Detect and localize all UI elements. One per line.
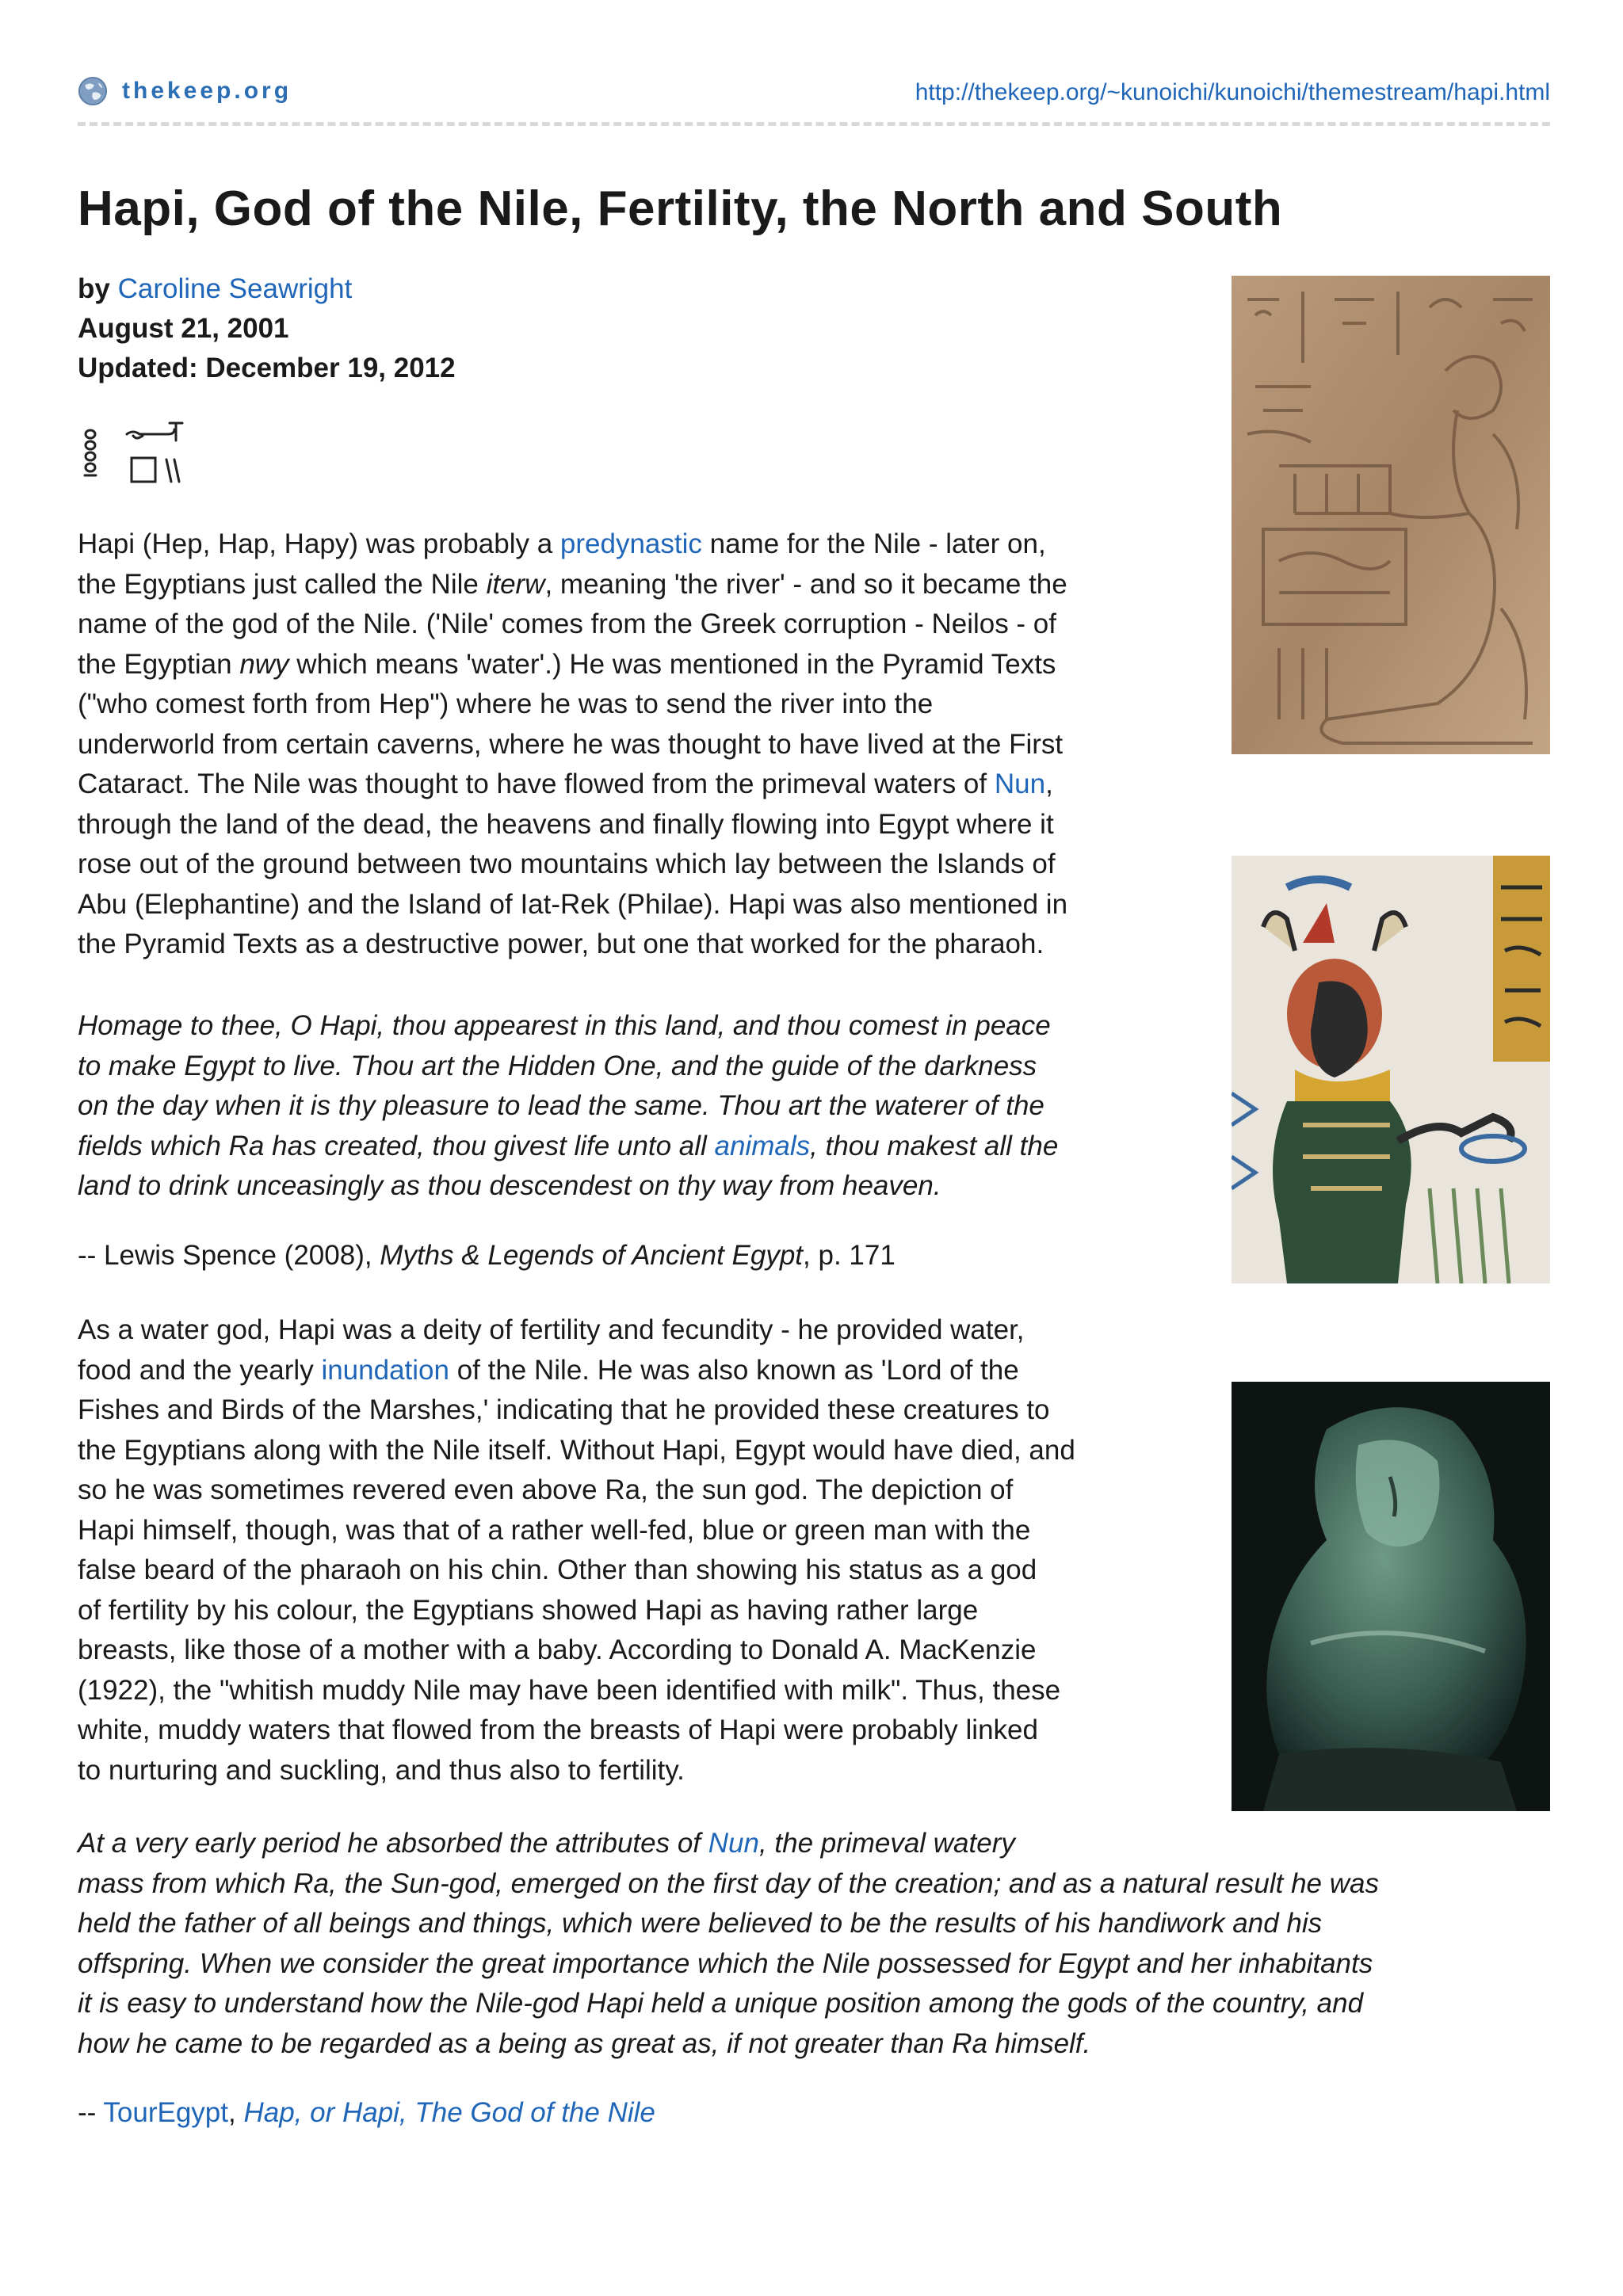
tomb-painting-image [1232, 856, 1550, 1283]
spence-citation: -- Lewis Spence (2008), Myths & Legends of Ancient Egypt, p. 171 [78, 1240, 896, 1271]
globe-icon [78, 76, 108, 106]
publish-date: August 21, 2001 [78, 313, 289, 344]
animals-link[interactable]: animals [714, 1130, 811, 1161]
touregypt-link[interactable]: TourEgypt [103, 2097, 228, 2128]
page-title: Hapi, God of the Nile, Fertility, the North and South [78, 181, 1283, 236]
page-url-link[interactable]: http://thekeep.org/~kunoichi/kunoichi/themestream/hapi.html [915, 79, 1550, 105]
green-statue-image [1232, 1382, 1550, 1811]
byline [78, 269, 456, 309]
water-god-paragraph: As a water god, Hapi was a deity of fertility and fecundity - he provided water, food and the yearly inundation of the Nile. He was also known as 'Lord of the Fishes and Birds of the Marshes,' indicating that he provided these creatures to the Egyptians along with the Nile itself. Without Hapi, Egypt would have died, and so he was sometimes revered even above Ra, the sun god. The depiction of Hapi himself, though, was that of a rather well-fed, blue or green man with the false beard of the pharaoh on his chin. Other than showing his status as a god of fertility by his colour, the Egyptians showed Hapi as having rather large breasts, like those of a mother with a baby. According to Donald A. MacKenzie (1922), the "whitish muddy Nile may have been identified with milk". Thus, these white, muddy waters that flowed from the breasts of Hapi were probably linked to nurturing and suckling, and thus also to fertility. [78, 1314, 1075, 1786]
top-bar [78, 76, 1550, 111]
site-brand[interactable] [78, 76, 292, 106]
hieroglyph-name-image [81, 418, 208, 490]
spence-quote: Homage to thee, O Hapi, thou appearest in this land, and thou comest in peace to make Egypt to live. Thou art the Hidden One, and the guide of the darkness on the day when it is thy pleasure to lead the same. Thou art the waterer of the fields which Ra has created, thou givest life unto all animals, thou makest all the land to drink unceasingly as thou descendest on thy way from heaven. [78, 1010, 1059, 1201]
by-label: by [78, 273, 110, 304]
nun-link-2[interactable]: Nun [708, 1828, 759, 1859]
touregypt-citation: -- TourEgypt, Hap, or Hapi, The God of the Nile [78, 2097, 655, 2128]
intro-paragraph: Hapi (Hep, Hap, Hapy) was probably a predynastic name for the Nile - later on, the Egyptians just called the Nile iterw, meaning 'the river' - and so it became the name of the god of the Nile. ('Nile' comes from the Greek corruption - Neilos - of the Egyptian nwy which means 'water'.) He was mentioned in the Pyramid Texts ("who comest forth from Hep") where he was to send the river into the underworld from certain caverns, where he was thought to have lived at the First Cataract. The Nile was thought to have flowed from the primeval waters of Nun, through the land of the dead, the heavens and finally flowing into Egypt where it rose out of the ground between two mountains which lay between the Islands of Abu (Elephantine) and the Island of Iat-Rek (Philae). Hapi was also mentioned in the Pyramid Texts as a destructive power, but one that worked for the pharaoh. [78, 528, 1068, 959]
touregypt-quote: At a very early period he absorbed the attributes of Nun, the primeval watery mass from which Ra, the Sun-god, emerged on the first day of the creation; and as a natural result he was held the father of all beings and things, which were believed to be the results of his handiwork and his offspring. When we consider the great importance which the Nile possessed for Egypt and her inhabitants it is easy to understand how the Nile-god Hapi held a unique position among the gods of the country, and how he came to be regarded as a being as great as, if not greater than Ra himself. [78, 1828, 1379, 2059]
nun-link[interactable]: Nun [994, 769, 1046, 799]
header-divider [78, 122, 1550, 126]
article-meta [78, 269, 456, 388]
site-name[interactable]: thekeep.org [122, 78, 292, 104]
author-link[interactable]: Caroline Seawright [117, 273, 353, 304]
relief-carving-image [1232, 276, 1550, 754]
inundation-link[interactable]: inundation [321, 1354, 449, 1386]
predynastic-link[interactable]: predynastic [559, 528, 702, 559]
updated-date: Updated: December 19, 2012 [78, 353, 456, 383]
hapi-article-link[interactable]: Hap, or Hapi, The God of the Nile [243, 2097, 655, 2128]
